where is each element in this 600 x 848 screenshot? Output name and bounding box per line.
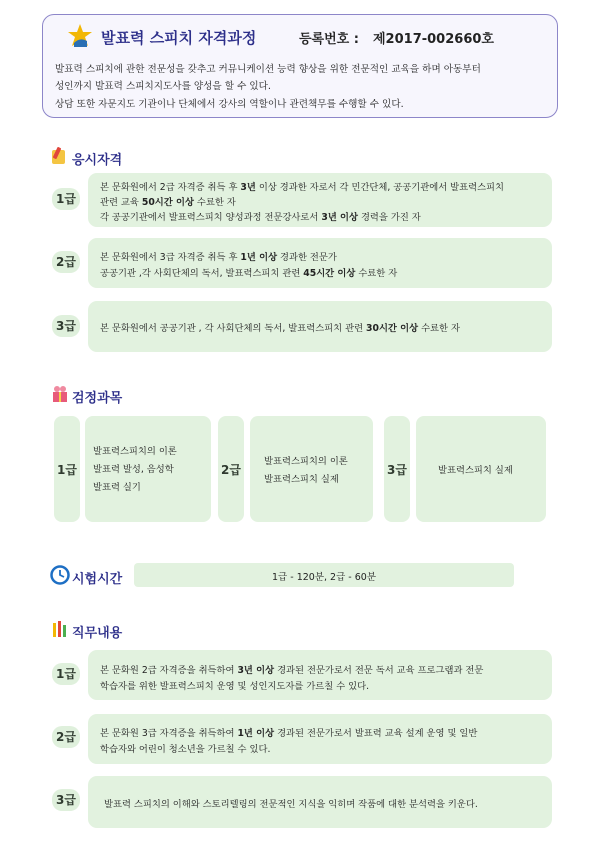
qualification-line: 본 문화원에서 2급 자격증 취득 후 3년 이상 경과한 자로서 각 민간단체, 공공기관에서 발표력스피치: [100, 182, 505, 193]
subject-line: 발표력 발성, 음성학: [93, 464, 174, 475]
subject-line: 발표력스피치 실제: [438, 465, 513, 476]
qualification-level-1: 1급: [52, 188, 80, 210]
qualification-item-1: [88, 173, 552, 227]
intro-desc-line: 발표력 스피치에 관한 전문성을 갖추고 커뮤니케이션 능력 향상을 위한 전문적인 교육을 하며 아동부터: [55, 64, 481, 75]
pencil-note-icon: [50, 146, 70, 166]
duty-item-3: [88, 776, 552, 828]
intro-title-row: [67, 23, 547, 51]
subject-line: 발표력스피치의 이론: [93, 446, 177, 457]
intro-box: [42, 14, 558, 118]
qualification-line: 본 문화원에서 공공기관 , 각 사회단체의 독서, 발표력스피치 관련 30시간 이상 수료한 자: [100, 323, 460, 334]
duty-level-2: 2급: [52, 726, 80, 748]
exam-time-title: 시험시간: [72, 572, 123, 587]
subjects-title: 검정과목: [72, 391, 123, 406]
qualification-level-3: 3급: [52, 315, 80, 337]
registration-label: 등록번호 :: [299, 32, 359, 47]
qualification-line: 관련 교육 50시간 이상 수료한 자: [100, 197, 236, 208]
registration-number: 제2017-002660호: [373, 32, 494, 47]
intro-desc-line: 상담 또한 자문지도 기관이나 단체에서 강사의 역할이나 관련책무를 수행할 수 있다.: [55, 99, 404, 110]
exam-time-text: 1급 - 120분, 2급 - 60분: [272, 572, 376, 583]
duties-title: 직무내용: [72, 626, 123, 641]
qualification-heading: [50, 146, 250, 168]
duty-line: 발표력 스피치의 이해와 스토리텔링의 전문적인 지식을 익히며 작품에 대한 분석력을 키운다.: [104, 799, 478, 810]
duty-line: 본 문화원 3급 자격증을 취득하여 1년 이상 경과된 전문가로서 발표력 교육 설계 운영 및 일반: [100, 728, 478, 739]
clock-icon: [50, 565, 70, 585]
duty-line: 학습자를 위한 발표력스피치 운영 및 성인지도자를 가르칠 수 있다.: [100, 681, 370, 692]
qualification-item-2: [88, 238, 552, 288]
duty-line: 본 문화원 2급 자격증을 취득하여 3년 이상 경과된 전문가로서 전문 독서 교육 프로그램과 전문: [100, 665, 484, 676]
intro-desc-line: 성인까지 발표력 스피치지도사를 양성을 할 수 있다.: [55, 81, 271, 92]
star-logo-icon: [67, 23, 93, 49]
subject-line: 발표력스피치 실제: [264, 474, 339, 485]
qualification-title: 응시자격: [72, 153, 123, 168]
subject-item-3: [416, 416, 546, 522]
certificate-title: 발표력 스피치 자격과정: [101, 29, 257, 47]
duty-item-1: [88, 650, 552, 700]
subject-item-1: [85, 416, 211, 522]
exam-time-bar: [134, 563, 514, 587]
qualification-level-2: 2급: [52, 251, 80, 273]
subject-line: 발표력스피치의 이론: [264, 456, 348, 467]
subject-level-3: 3급: [384, 416, 410, 522]
gift-icon: [50, 384, 70, 404]
subjects-heading: [50, 384, 250, 406]
subject-item-2: [250, 416, 373, 522]
subject-line: 발표력 실기: [93, 482, 141, 493]
subject-level-1: 1급: [54, 416, 80, 522]
duties-heading: [50, 619, 250, 641]
qualification-line: 각 공공기관에서 발표력스피치 양성과정 전문강사로서 3년 이상 경력을 가진 자: [100, 212, 421, 223]
duty-item-2: [88, 714, 552, 764]
qualification-line: 공공기관 ,각 사회단체의 독서, 발표력스피치 관련 45시간 이상 수료한 자: [100, 268, 398, 279]
qualification-line: 본 문화원에서 3급 자격증 취득 후 1년 이상 경과한 전문가: [100, 252, 337, 263]
duty-level-3: 3급: [52, 789, 80, 811]
duty-line: 학습자와 어린이 청소년을 가르칠 수 있다.: [100, 744, 271, 755]
subject-level-2: 2급: [218, 416, 244, 522]
pencils-icon: [50, 619, 70, 639]
qualification-item-3: [88, 301, 552, 352]
duty-level-1: 1급: [52, 663, 80, 685]
